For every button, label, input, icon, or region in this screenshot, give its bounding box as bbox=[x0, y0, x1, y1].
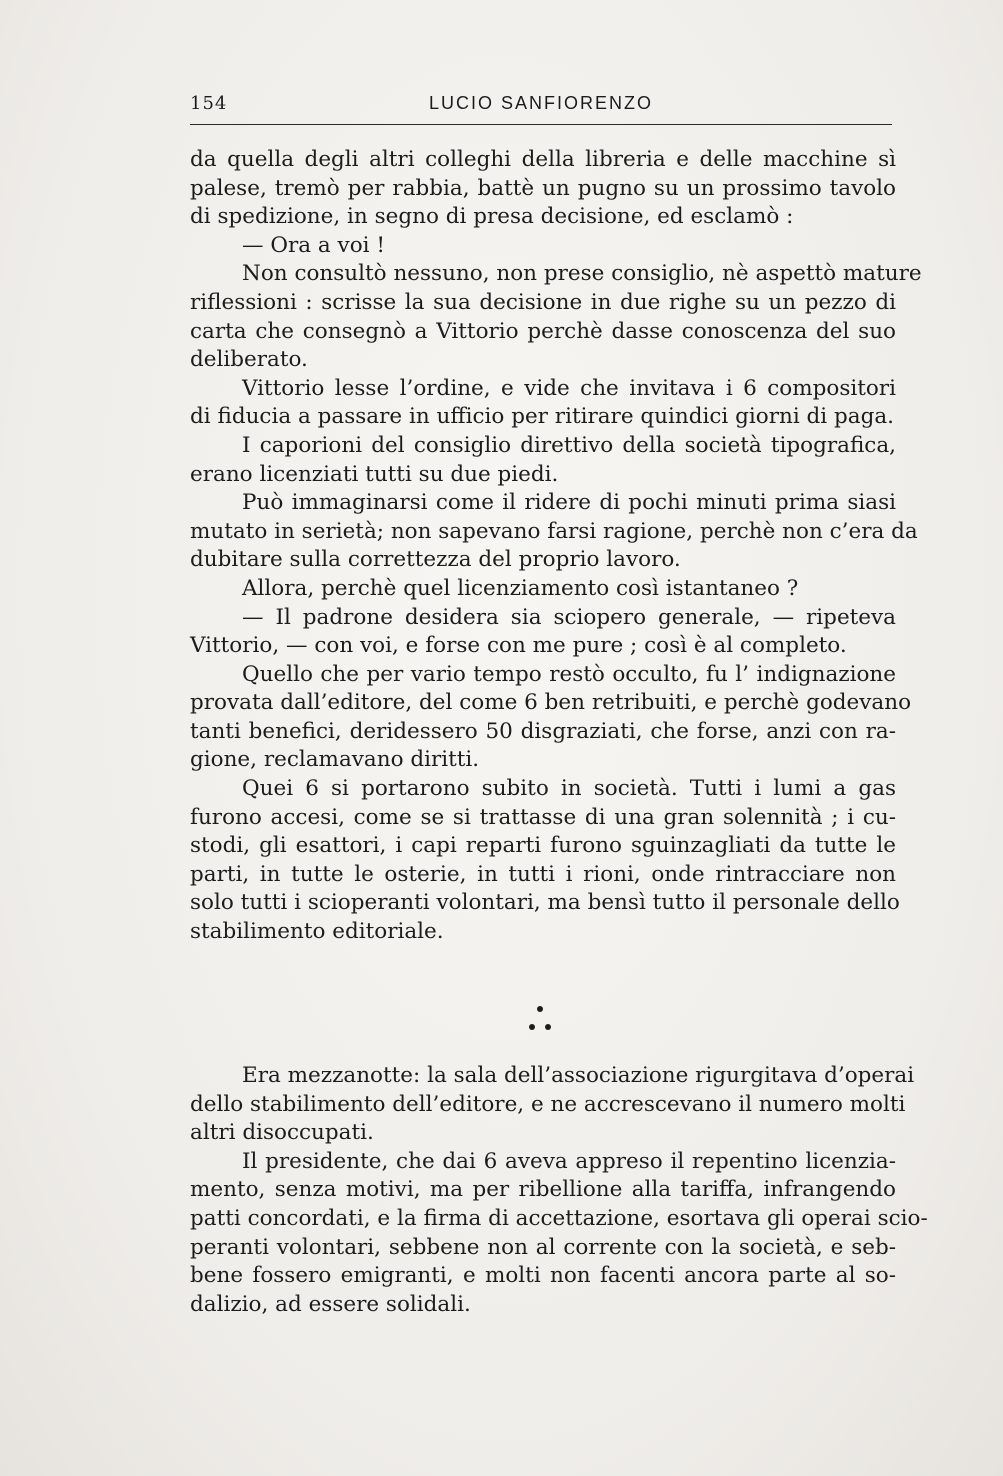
text-line: Allora, perchè quel licenziamento così istantaneo ? bbox=[242, 575, 799, 601]
text-line: carta che consegnò a Vittorio perchè dasse conoscenza del suo bbox=[190, 318, 896, 344]
text-line: Non consultò nessuno, non prese consiglio, nè aspettò mature bbox=[242, 261, 922, 287]
text-line: deliberato. bbox=[190, 347, 308, 373]
text-line: furono accesi, come se si trattasse di una gran solennità ; i cu- bbox=[190, 804, 896, 830]
text-line: — Ora a voi ! bbox=[242, 232, 385, 258]
text-line: Vittorio, — con voi, e forse con me pure ; così è al completo. bbox=[190, 633, 847, 659]
text-line: tanti benefici, deridessero 50 disgraziati, che forse, anzi con ra- bbox=[190, 718, 896, 744]
body-text-section-1 bbox=[190, 146, 922, 947]
text-line: Era mezzanotte: la sala dell’associazione rigurgitava d’operai bbox=[242, 1063, 915, 1088]
text-line: Quei 6 si portarono subito in società. Tutti i lumi a gas bbox=[242, 776, 896, 802]
text-line: mento, senza motivi, ma per ribellione alla tariffa, infrangendo bbox=[190, 1177, 896, 1203]
text-line: stodi, gli esattori, i capi reparti furono sguinzagliati da tutte le bbox=[190, 833, 896, 859]
text-line: altri disoccupati. bbox=[190, 1120, 374, 1146]
text-line: Può immaginarsi come il ridere di pochi minuti prima siasi bbox=[242, 490, 896, 516]
text-line: Vittorio lesse l’ordine, e vide che invitava i 6 compositori bbox=[242, 375, 896, 401]
text-line: di spedizione, in segno di presa decisione, ed esclamò : bbox=[190, 204, 794, 230]
text-line: provata dall’editore, del come 6 ben retribuiti, e perchè godevano bbox=[190, 690, 912, 716]
text-line: bene fossero emigranti, e molti non facenti ancora parte al so- bbox=[190, 1263, 896, 1289]
text-line: dello stabilimento dell’editore, e ne accrescevano il numero molti bbox=[190, 1091, 906, 1117]
text-line: I caporioni del consiglio direttivo della società tipografica, bbox=[242, 432, 896, 458]
text-line: Quello che per vario tempo restò occulto, fu l’ indignazione bbox=[242, 661, 896, 687]
text-line: da quella degli altri colleghi della libreria e delle macchine sì bbox=[190, 147, 896, 172]
body-text-section-2 bbox=[190, 1062, 928, 1319]
text-line: dubitare sulla correttezza del proprio lavoro. bbox=[190, 547, 681, 573]
asterism-section-break bbox=[520, 1002, 560, 1036]
text-line: Il presidente, che dai 6 aveva appreso il repentino licenzia- bbox=[242, 1148, 896, 1174]
text-line: erano licenziati tutti su due piedi. bbox=[190, 461, 559, 487]
text-line: peranti volontari, sebbene non al corrente con la società, e seb- bbox=[190, 1234, 896, 1260]
text-line: mutato in serietà; non sapevano farsi ragione, perchè non c’era da bbox=[190, 518, 918, 544]
text-line: patti concordati, e la firma di accettazione, esortava gli operai scio- bbox=[190, 1205, 928, 1231]
page-number: 154 bbox=[190, 93, 228, 114]
text-line: riflessioni : scrisse la sua decisione in due righe su un pezzo di bbox=[190, 289, 896, 315]
text-line: di fiducia a passare in ufficio per ritirare quindici giorni di paga. bbox=[190, 404, 895, 430]
page-header bbox=[190, 93, 892, 123]
text-line: solo tutti i scioperanti volontari, ma bensì tutto il personale dello bbox=[190, 890, 900, 916]
text-line: — Il padrone desidera sia sciopero generale, — ripeteva bbox=[242, 604, 896, 630]
text-line: parti, in tutte le osterie, in tutti i rioni, onde rintracciare non bbox=[190, 861, 896, 887]
header-rule bbox=[190, 124, 892, 125]
text-line: gione, reclamavano diritti. bbox=[190, 747, 480, 773]
text-line: palese, tremò per rabbia, battè un pugno su un prossimo tavolo bbox=[190, 175, 896, 201]
text-line: stabilimento editoriale. bbox=[190, 919, 444, 945]
text-line: dalizio, ad essere solidali. bbox=[190, 1291, 471, 1317]
running-head: LUCIO SANFIORENZO bbox=[428, 93, 654, 113]
